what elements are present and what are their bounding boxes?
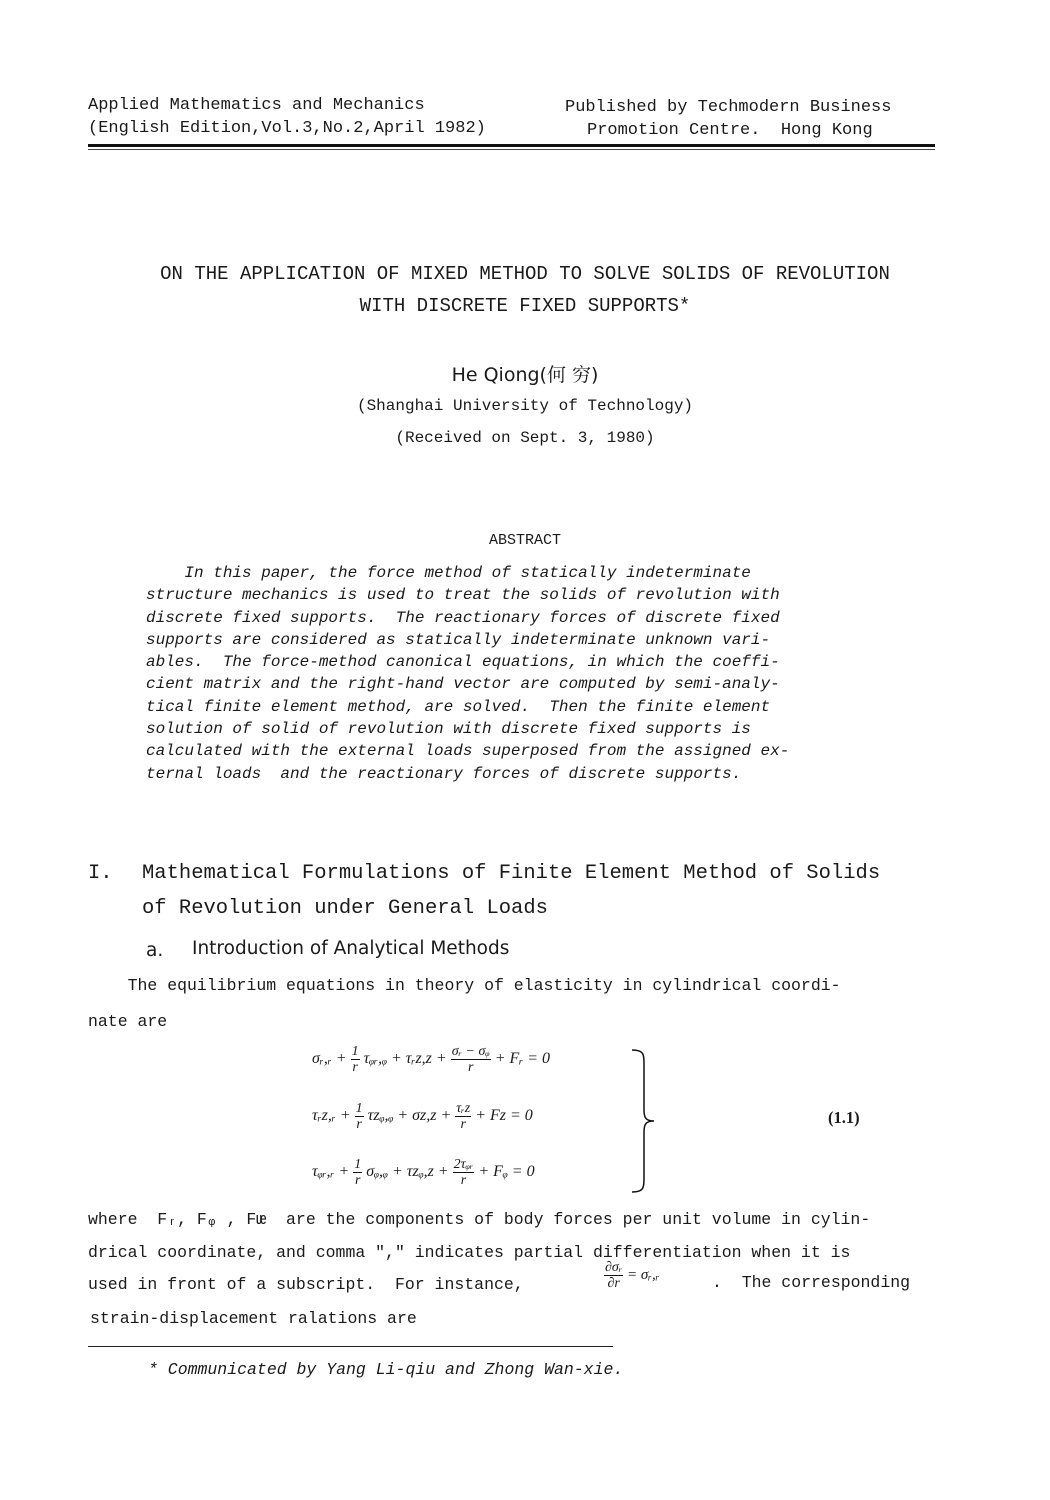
equation-row-2: τᵣz,ᵣ + $\frac{1}{r}$ τzᵩ,ᵩ + σz,z + $\frac{\text{τᵣz}}{r}$ + Fz = 0 [312, 1101, 533, 1132]
subsection-title: Introduction of Analytical Methods [192, 938, 510, 959]
abstract-heading: ABSTRACT [488, 532, 561, 549]
footnote: * Communicated by Yang Li-qiu and Zhong Wan-xie. [148, 1360, 624, 1379]
section-title-line1: Mathematical Formulations of Finite Element Method of Solids [142, 862, 881, 885]
abstract-line: supports are considered as statically indeterminate unknown vari- [146, 630, 771, 649]
paper-title-line1: ON THE APPLICATION OF MIXED METHOD TO SOLVE SOLIDS OF REVOLUTION [160, 263, 890, 285]
author-affiliation: (Shanghai University of Technology) [356, 397, 694, 415]
abstract-line: discrete fixed supports. The reactionary forces of discrete fixed [146, 608, 780, 627]
header-rule-thick [88, 144, 935, 147]
equation-number: (1.1) [828, 1108, 860, 1127]
abstract-line: structure mechanics is used to treat the solids of revolution with [146, 586, 780, 605]
paper-title-line2: WITH DISCRETE FIXED SUPPORTS* [359, 295, 691, 317]
paragraph-line: drical coordinate, and comma "," indicates partial differentiation when it is [88, 1243, 851, 1262]
section-number: I. [88, 862, 113, 885]
abstract-body [146, 562, 886, 785]
abstract-line: cient matrix and the right-hand vector are computed by semi-analy- [146, 675, 780, 694]
journal-edition: (English Edition,Vol.3,No.2,April 1982) [88, 119, 486, 138]
paragraph-line: used in front of a subscript. For instance, [88, 1275, 524, 1294]
paragraph-line: nate are [88, 1012, 168, 1031]
abstract-line: ables. The force-method canonical equations, in which the coeffi- [146, 653, 780, 672]
paragraph-line: strain-displacement ralations are [90, 1309, 417, 1328]
abstract-line: tical finite element method, are solved. Then the finite element [146, 697, 771, 716]
equation-row-3: τᵩᵣ,ᵣ + $\frac{1}{r}$ σᵩ,ᵩ + τzᵩ,z + $\frac{\text{2τᵩᵣ}}{r}$ + Fᵩ = 0 [312, 1157, 535, 1188]
equation-row-1: σᵣ,ᵣ + $\frac{1}{r}$ τᵩᵣ,ᵩ + τᵣz,z + $\frac{\text{σᵣ − σᵩ}}{r}$ + Fᵣ = 0 [312, 1044, 550, 1075]
publisher-name: Published by Techmodern Business [565, 98, 892, 117]
author-name: He Qiong(何 穷) [451, 364, 599, 386]
paragraph-line: . The corresponding [712, 1273, 911, 1292]
journal-name: Applied Mathematics and Mechanics [88, 96, 425, 115]
header-rule-thin [88, 149, 935, 150]
abstract-line: In this paper, the force method of statically indeterminate [146, 564, 751, 582]
subsection-label: a. [146, 940, 164, 961]
abstract-line: calculated with the external loads superposed from the assigned ex- [146, 742, 790, 761]
abstract-line: solution of solid of revolution with discrete fixed supports is [146, 720, 751, 739]
paragraph-line: where Fᵣ, Fᵩ , Fᵫ are the components of body forces per unit volume in cylin- [88, 1210, 871, 1229]
right-brace-icon [630, 1048, 660, 1194]
footnote-rule [88, 1346, 613, 1347]
abstract-line: ternal loads and the reactionary forces of discrete supports. [146, 764, 742, 783]
partial-derivative-example: $\frac{\text{∂σᵣ}}{\partial r}$ = σᵣ,ᵣ [605, 1260, 660, 1291]
publisher-location: Promotion Centre. Hong Kong [587, 121, 873, 140]
paragraph-line: The equilibrium equations in theory of elasticity in cylindrical coordi- [88, 976, 841, 995]
received-date: (Received on Sept. 3, 1980) [395, 429, 655, 447]
section-title-line2: of Revolution under General Loads [142, 897, 548, 920]
